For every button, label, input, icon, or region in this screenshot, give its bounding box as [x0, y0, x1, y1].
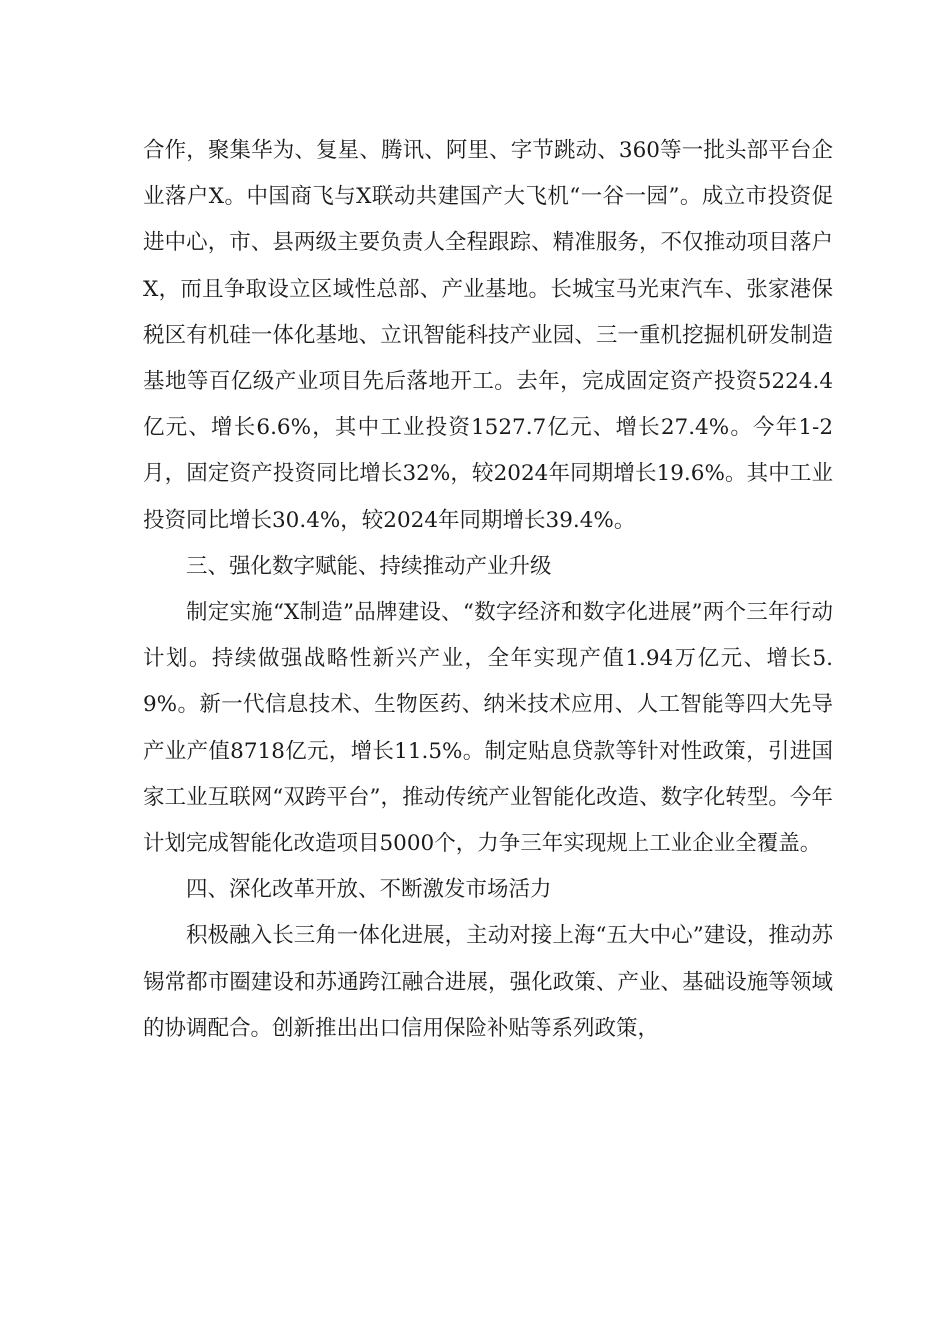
- section-heading-digital: 三、强化数字赋能、持续推动产业升级: [186, 553, 552, 579]
- paragraph-reform: 积极融入长三角一体化进展，主动对接上海“五大中心”建设，推动苏锡常都市圈建设和苏通跨江融合进展，强化政策、产业、基础设施等领域的协调配合。创新推出出口信用保险补贴等系列政策，: [143, 923, 833, 1041]
- section-heading-reform: 四、深化改革开放、不断激发市场活力: [186, 877, 552, 903]
- paragraph-investment: 合作，聚集华为、复星、腾讯、阿里、字节跳动、360等一批头部平台企业落户X。中国商飞与X联动共建国产大飞机“一谷一园”。成立市投资促进中心，市、县两级主要负责人全程跟踪、精准服务，不仅推动项目落户X，而且争取设立区域性总部、产业基地。长城宝马光束汽车、张家港保税区有机硅一体化基地、立讯智能科技产业园、三一重机挖掘机研发制造基地等百亿级产业项目先后落地开工。去年，完成固定资产投资5224.4亿元、增长6.6%，其中工业投资1527.7亿元、增长27.4%。今年1-2月，固定资产投资同比增长32%，较2024年同期增长19.6%。其中工业投资同比增长30.4%，较2024年同期增长39.4%。: [143, 138, 833, 533]
- paragraph-digital: 制定实施“X制造”品牌建设、“数字经济和数字化进展”两个三年行动计划。持续做强战略性新兴产业，全年实现产值1.94万亿元、增长5.9%。新一代信息技术、生物医药、纳米技术应用、人工智能等四大先导产业产值8718亿元，增长11.5%。制定贴息贷款等针对性政策，引进国家工业互联网“双跨平台”，推动传统产业智能化改造、数字化转型。今年计划完成智能化改造项目5000个，力争三年实现规上工业企业全覆盖。: [143, 600, 833, 857]
- document-body: [143, 128, 833, 1052]
